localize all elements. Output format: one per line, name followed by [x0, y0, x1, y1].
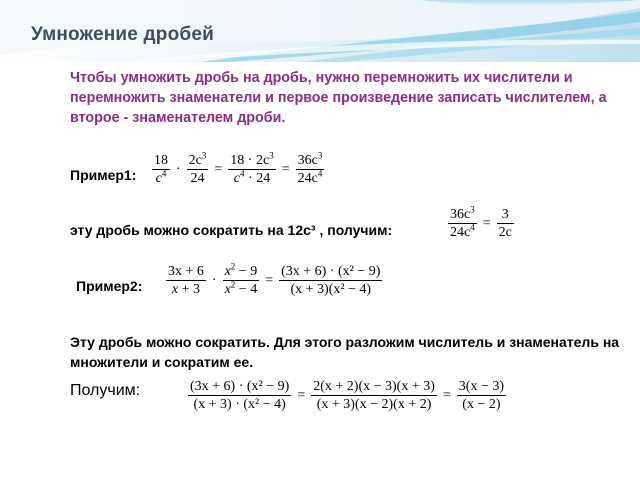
fraction: [152, 152, 170, 187]
denominator: x + 3: [171, 282, 201, 297]
denominator: (x + 3)(x − 2)(x + 2): [316, 397, 432, 412]
example2-formula: [164, 263, 384, 298]
denominator: $24c^4$: [450, 222, 475, 240]
explanation-paragraph: Эту дробь можно сократить. Для этого разложим числитель и знаменатель на множители и сократим ее.: [70, 334, 620, 370]
denominator: $24c^4$: [297, 168, 323, 186]
numerator: (3x + 6) · (x² − 9): [281, 264, 381, 279]
result-formula: [186, 378, 508, 413]
numerator: $36c^3$: [450, 204, 475, 222]
multiply-sign: ·: [176, 161, 181, 177]
example2-label: Пример2:: [76, 278, 143, 294]
fraction: [497, 206, 514, 241]
denominator: (x + 3) · (x² − 4): [193, 397, 286, 412]
numerator: 3(x − 3): [458, 379, 505, 394]
fraction: [296, 152, 325, 187]
equals-sign: =: [442, 387, 451, 403]
denominator: (x + 3)(x² − 4): [290, 282, 372, 297]
fraction: [311, 378, 437, 413]
fraction: [187, 152, 209, 187]
fraction: [188, 378, 291, 413]
fraction: [448, 206, 477, 241]
denominator: $x^2 - 4$: [224, 279, 258, 297]
slide-title: Умножение дробей: [31, 24, 215, 45]
equals-sign: =: [482, 215, 491, 231]
result-label: Получим:: [70, 382, 141, 399]
fraction: [228, 152, 275, 187]
numerator: 3: [501, 207, 509, 222]
fraction: [279, 263, 382, 298]
reduce-formula: [446, 206, 516, 241]
numerator: $2c^3$: [188, 150, 207, 168]
numerator: 18: [154, 153, 168, 168]
example1-formula: [150, 152, 326, 187]
denominator: 2c: [498, 225, 512, 240]
numerator: (3x + 6) · (x² − 9): [190, 379, 290, 394]
denominator: 24: [190, 171, 205, 186]
reduce-text: эту дробь можно сократить на 12с³ , получим:: [70, 222, 393, 238]
numerator: 3x + 6: [168, 264, 204, 279]
numerator: 2(x + 2)(x − 3)(x + 3): [313, 379, 435, 394]
denominator: (x − 2): [462, 397, 501, 412]
numerator: $36c^3$: [297, 150, 323, 168]
equals-sign: =: [281, 161, 290, 177]
denominator: $c^4 \cdot 24$: [233, 168, 271, 186]
example1-label: Пример1:: [70, 167, 137, 183]
slide-header: [0, 0, 640, 62]
equals-sign: =: [214, 161, 223, 177]
equals-sign: =: [297, 387, 306, 403]
fraction: [457, 378, 506, 413]
numerator: $18 \cdot 2c^3$: [230, 150, 274, 168]
rule-text: Чтобы умножить дробь на дробь, нужно перемножить их числители и перемножить знаменатели и первое произведение записать числителем, а второе - знаменателем дроби.: [70, 70, 607, 126]
equals-sign: =: [265, 272, 274, 288]
denominator: $c^4$: [155, 168, 167, 186]
numerator: $x^2 - 9$: [224, 261, 258, 279]
fraction: [223, 263, 260, 298]
fraction: [166, 263, 206, 298]
multiply-sign: ·: [211, 272, 217, 288]
